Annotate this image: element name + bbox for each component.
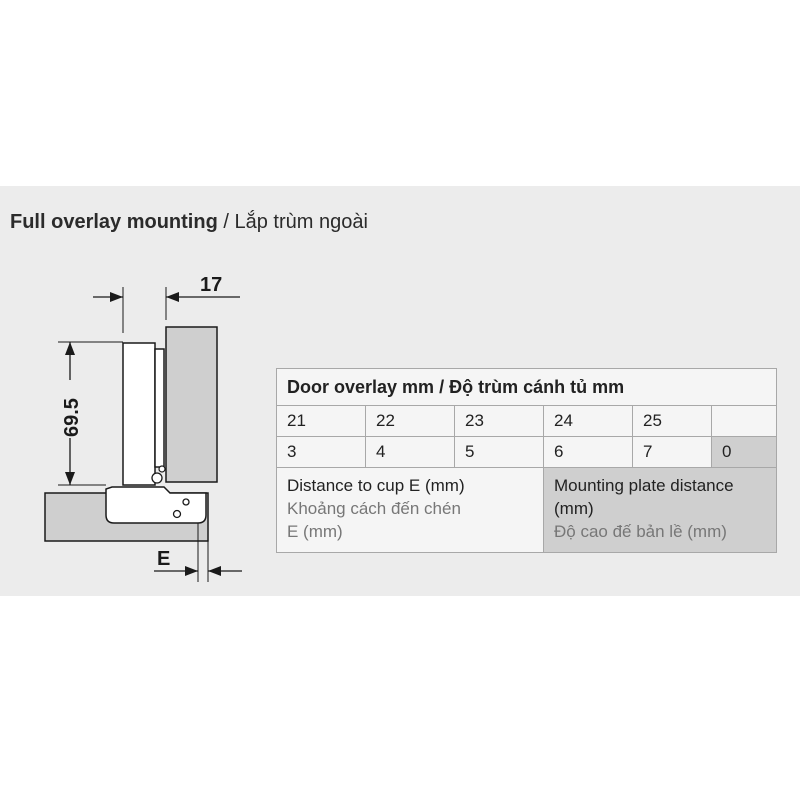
hinge-arm — [123, 343, 155, 485]
arrow-e-right — [208, 566, 221, 576]
arrow-e-left — [185, 566, 198, 576]
distance-cell: 6 — [544, 437, 633, 468]
cup-distance-legend — [277, 468, 544, 553]
dim-label-69-5: 69.5 — [61, 398, 83, 437]
overlay-table — [276, 368, 777, 553]
arrow-69-5-bottom — [65, 472, 75, 485]
hinge-cup — [106, 487, 206, 523]
distance-cell: 3 — [277, 437, 366, 468]
dim-label-e: E — [157, 548, 171, 570]
mounting-plate-label-vi: Độ cao đế bản lề (mm) — [554, 522, 727, 541]
arrow-17-left — [110, 292, 123, 302]
door-panel — [166, 327, 217, 482]
distance-row — [277, 437, 777, 468]
header-translation: Độ trùm cánh tủ mm — [449, 376, 625, 397]
overlay-cell: 25 — [633, 406, 712, 437]
cup-distance-label-vi-1: Khoảng cách đến chén — [287, 499, 461, 518]
overlay-cell-empty — [712, 406, 777, 437]
title-bold: Full overlay mounting — [10, 211, 218, 233]
overlay-row — [277, 406, 777, 437]
header-separator: / — [434, 376, 450, 397]
arrow-17-right — [166, 292, 179, 302]
title-translation: Lắp trùm ngoài — [234, 211, 368, 233]
distance-cell: 4 — [366, 437, 455, 468]
hinge-arm-inner — [155, 349, 164, 467]
cup-distance-label: Distance to cup E (mm) — [287, 476, 465, 495]
distance-cell: 7 — [633, 437, 712, 468]
dim-label-17: 17 — [200, 274, 223, 296]
mounting-plate-cell: 0 — [712, 437, 777, 468]
overlay-cell: 22 — [366, 406, 455, 437]
legend-row — [277, 468, 777, 553]
overlay-cell: 24 — [544, 406, 633, 437]
title-separator: / — [217, 211, 235, 233]
table-header — [277, 369, 777, 406]
header-bold: Door overlay mm — [287, 376, 435, 397]
arrow-69-5-top — [65, 342, 75, 355]
overlay-cell: 23 — [455, 406, 544, 437]
distance-cell: 5 — [455, 437, 544, 468]
table-header-row — [277, 369, 777, 406]
hinge-pivot — [152, 473, 162, 483]
overlay-cell: 21 — [277, 406, 366, 437]
mounting-plate-legend — [544, 468, 777, 553]
cup-distance-label-vi-2: E (mm) — [287, 522, 343, 541]
mounting-plate-label: Mounting plate distance (mm) — [554, 476, 734, 518]
hinge-pivot-small — [159, 466, 165, 472]
